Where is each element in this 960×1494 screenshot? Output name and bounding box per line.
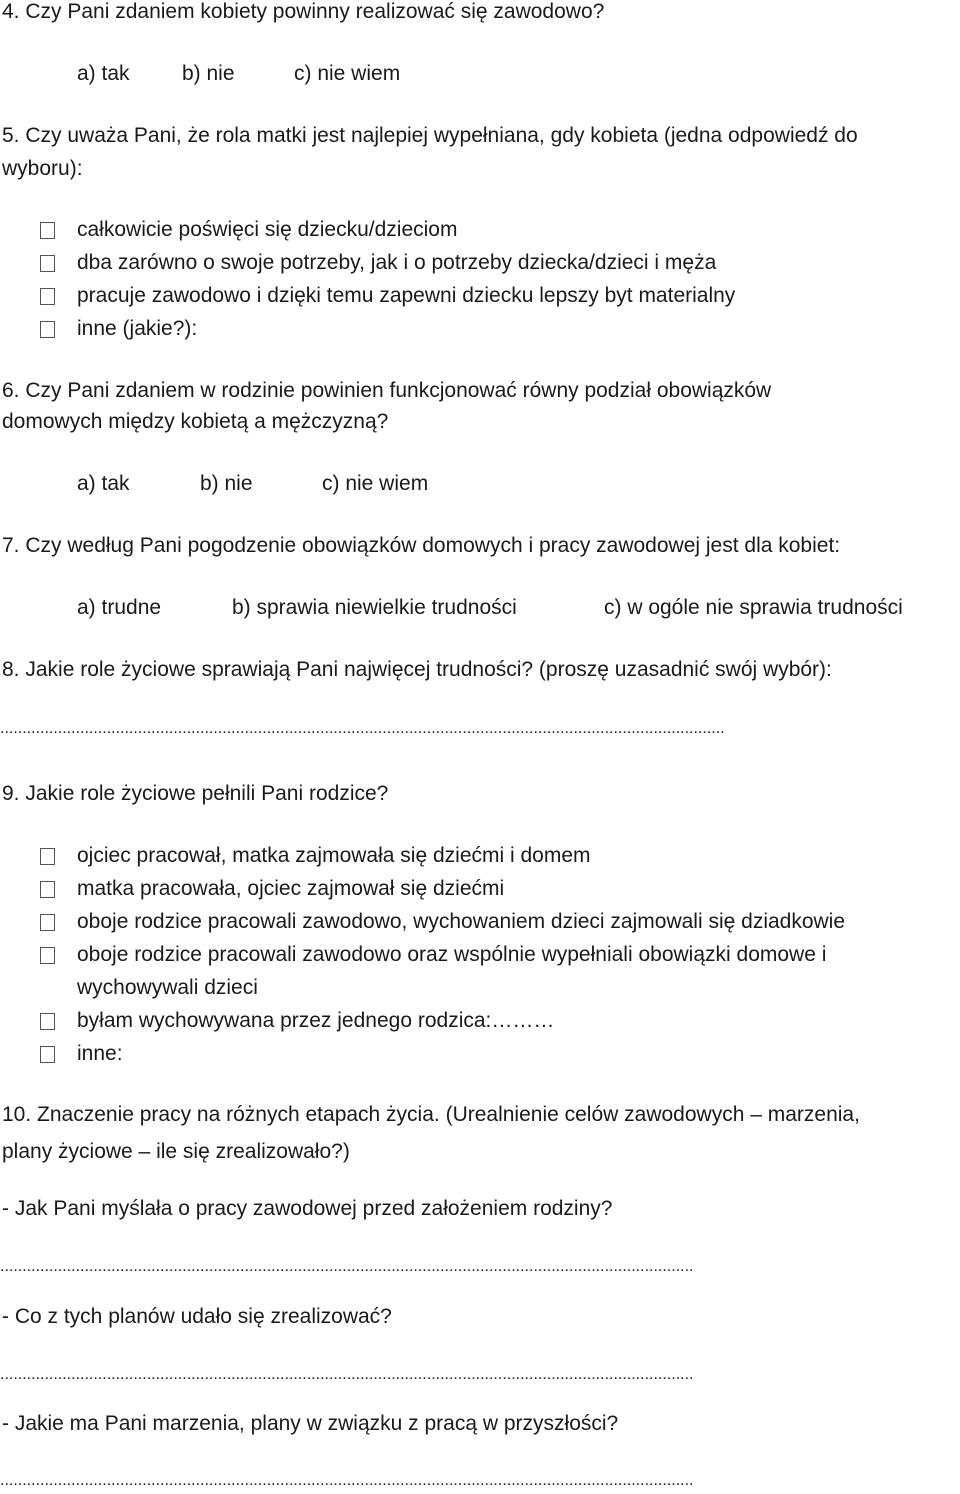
q4-option-c[interactable]: c) nie wiem <box>294 62 401 85</box>
q7-option-c[interactable]: c) w ogóle nie sprawia trudności <box>604 596 903 619</box>
q10-answer-line-1[interactable]: ............................................................................................................................................................ <box>0 1258 694 1275</box>
q5-checkbox-1[interactable] <box>40 222 55 239</box>
q8-answer-line[interactable]: ................................................................................................................................................................... <box>0 720 725 737</box>
q9-choice-5: byłam wychowywana przez jednego rodzica:……… <box>77 1009 555 1032</box>
q10-subquestion-1: - Jak Pani myślała o pracy zawodowej przed założeniem rodziny? <box>2 1197 613 1220</box>
q7-option-a[interactable]: a) trudne <box>77 596 162 619</box>
question-10-line2: plany życiowe – ile się zrealizowało?) <box>2 1140 350 1163</box>
q9-choice-6: inne: <box>77 1042 123 1065</box>
q9-choice-3: oboje rodzice pracowali zawodowo, wychowaniem dzieci zajmowali się dziadkowie <box>77 910 846 933</box>
question-4: 4. Czy Pani zdaniem kobiety powinny realizować się zawodowo? <box>2 0 605 23</box>
question-5-line1: 5. Czy uważa Pani, że rola matki jest najlepiej wypełniana, gdy kobieta (jedna odpowiedź do <box>2 124 858 147</box>
q9-checkbox-3[interactable] <box>40 914 55 931</box>
q10-subquestion-2: - Co z tych planów udało się zrealizować? <box>2 1305 392 1328</box>
q4-option-b[interactable]: b) nie <box>182 62 235 85</box>
q7-option-b[interactable]: b) sprawia niewielkie trudności <box>232 596 517 619</box>
question-7: 7. Czy według Pani pogodzenie obowiązków domowych i pracy zawodowej jest dla kobiet: <box>2 534 841 557</box>
question-10-line1: 10. Znaczenie pracy na różnych etapach życia. (Urealnienie celów zawodowych – marzenia, <box>2 1103 860 1126</box>
q9-choice-1: ojciec pracował, matka zajmowała się dziećmi i domem <box>77 844 591 867</box>
q9-choice-4-continued: wychowywali dzieci <box>77 976 258 999</box>
question-5-line2: wyboru): <box>2 157 83 180</box>
q5-choice-3: pracuje zawodowo i dzięki temu zapewni dziecku lepszy byt materialny <box>77 284 736 307</box>
q10-subquestion-3: - Jakie ma Pani marzenia, plany w związku z pracą w przyszłości? <box>2 1412 619 1435</box>
q5-choice-4: inne (jakie?): <box>77 317 198 340</box>
q4-option-a[interactable]: a) tak <box>77 62 130 85</box>
question-6-line2: domowych między kobietą a mężczyzną? <box>2 410 389 433</box>
q9-checkbox-4[interactable] <box>40 947 55 964</box>
q5-checkbox-4[interactable] <box>40 321 55 338</box>
q6-option-b[interactable]: b) nie <box>200 472 253 495</box>
q9-checkbox-5[interactable] <box>40 1013 55 1030</box>
question-8: 8. Jakie role życiowe sprawiają Pani najwięcej trudności? (proszę uzasadnić swój wybór): <box>2 658 832 681</box>
question-6-line1: 6. Czy Pani zdaniem w rodzinie powinien funkcjonować równy podział obowiązków <box>2 379 772 402</box>
q6-option-c[interactable]: c) nie wiem <box>322 472 429 495</box>
question-9: 9. Jakie role życiowe pełnili Pani rodzice? <box>2 782 389 805</box>
q6-option-a[interactable]: a) tak <box>77 472 130 495</box>
q9-checkbox-2[interactable] <box>40 881 55 898</box>
q5-checkbox-3[interactable] <box>40 288 55 305</box>
q9-checkbox-6[interactable] <box>40 1046 55 1063</box>
q5-choice-1: całkowicie poświęci się dziecku/dzieciom <box>77 218 458 241</box>
q9-choice-2: matka pracowała, ojciec zajmował się dziećmi <box>77 877 505 900</box>
q9-choice-4: oboje rodzice pracowali zawodowo oraz wspólnie wypełniali obowiązki domowe i <box>77 943 827 966</box>
q5-choice-2: dba zarówno o swoje potrzeby, jak i o potrzeby dziecka/dzieci i męża <box>77 251 717 274</box>
q9-checkbox-1[interactable] <box>40 848 55 865</box>
q10-answer-line-3[interactable]: ............................................................................................................................................................ <box>0 1472 694 1489</box>
q5-checkbox-2[interactable] <box>40 255 55 272</box>
q10-answer-line-2[interactable]: ............................................................................................................................................................ <box>0 1366 694 1383</box>
